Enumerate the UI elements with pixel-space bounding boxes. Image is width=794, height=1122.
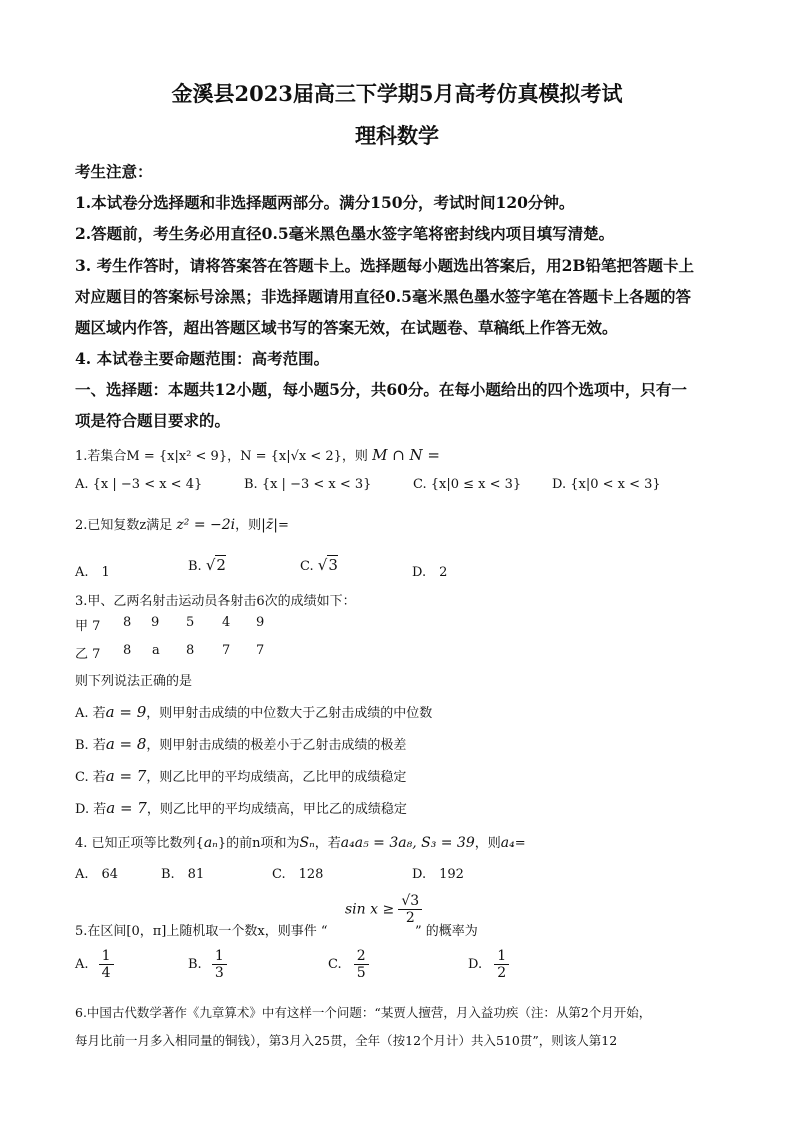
q1-option-c: C. {x|0 ≤ x < 3} (413, 477, 522, 492)
q3-option-a: A. 若a = 9，则甲射击成绩的中位数大于乙射击成绩的中位数 (75, 703, 433, 721)
q1-option-b: B. {x | −3 < x < 3} (244, 477, 372, 492)
notice-heading: 考生注意： (75, 162, 153, 181)
notice-item: 题区域内作答，超出答题区域书写的答案无效，在试题卷、草稿纸上作答无效。 (75, 318, 618, 337)
q4-option-b: B. 81 (161, 867, 205, 882)
notice-item: 2.答题前，考生务必用直径0.5毫米黑色墨水签字笔将密封线内项目填写清楚。 (75, 224, 615, 243)
question-6-stem-cont: 每月比前一月多入相同量的铜钱），第3月入25贯，全年（按12个月计）共入510贯”，则该人第12 (75, 1033, 618, 1048)
section-heading: 一、选择题：本题共12小题，每小题5分，共60分。在每小题给出的四个选项中，只有一 (75, 380, 687, 399)
q3-option-b: B. 若a = 8，则甲射击成绩的极差小于乙射击成绩的极差 (75, 735, 407, 753)
notice-item: 1.本试卷分选择题和非选择题两部分。满分150分，考试时间120分钟。 (75, 193, 575, 212)
q5-option-b: B. $\frac{1}{3}$ (188, 948, 227, 981)
q1-option-d: D. {x|0 < x < 3} (552, 477, 661, 492)
question-2-stem: 2.已知复数z满足 z² = −2i，则|z̄|= (75, 517, 289, 533)
q3-option-d: D. 若a = 7，则乙比甲的平均成绩高，甲比乙的成绩稳定 (75, 799, 407, 817)
question-3-stem: 3.甲、乙两名射击运动员各射击6次的成绩如下： (75, 594, 356, 609)
q5-option-d: D. $\frac{1}{2}$ (468, 948, 509, 981)
notice-item: 对应题目的答案标号涂黑；非选择题请用直径0.5毫米黑色墨水签字笔在答题卡上各题的答 (75, 287, 691, 306)
q5-option-a: A. $\frac{1}{4}$ (75, 948, 114, 981)
q2-option-a: A. 1 (75, 565, 110, 580)
question-5-stem-start: 5.在区间[0，π]上随机取一个数x，则事件 “ (75, 924, 328, 939)
section-heading-cont: 项是符合题目要求的。 (75, 411, 231, 430)
q1-option-a: A. {x | −3 < x < 4} (75, 477, 203, 492)
q3-option-c: C. 若a = 7，则乙比甲的平均成绩高，乙比甲的成绩稳定 (75, 767, 407, 785)
question-6-stem: 6.中国古代数学著作《九章算术》中有这样一个问题：“某贾人擅营，月入益功疾（注：从第2个月开始， (75, 1005, 652, 1020)
q5-option-c: C. $\frac{2}{5}$ (328, 948, 369, 981)
question-5-stem-end: ” 的概率为 (415, 924, 478, 939)
q2-option-d: D. 2 (412, 565, 448, 580)
q4-option-c: C. 128 (272, 867, 324, 882)
question-1-stem: 1.若集合M = {x|x² < 9}，N = {x|√x < 2}，则 M ∩ N = (75, 446, 441, 464)
q2-option-b: B. √2 (188, 556, 226, 574)
q5-event-inequality: sin x ≥ $\frac{√3}{2}$ (345, 893, 422, 926)
q4-option-a: A. 64 (75, 867, 119, 882)
q4-option-d: D. 192 (412, 867, 464, 882)
question-4-stem: 4. 已知正项等比数列{aₙ}的前n项和为Sₙ，若a₄a₅ = 3a₈, S₃ = 39，则a₄= (75, 835, 526, 851)
question-3-ask: 则下列说法正确的是 (75, 674, 193, 689)
notice-item: 4. 本试卷主要命题范围：高考范围。 (75, 349, 330, 368)
notice-item: 3. 考生作答时，请将答案答在答题卡上。选择题每小题选出答案后，用2B铅笔把答题卡上 (75, 256, 694, 275)
exam-subtitle: 理科数学 (355, 123, 439, 148)
q2-option-c: C. √3 (300, 556, 338, 574)
exam-title: 金溪县2023届高三下学期5月高考仿真模拟考试 (171, 81, 623, 106)
